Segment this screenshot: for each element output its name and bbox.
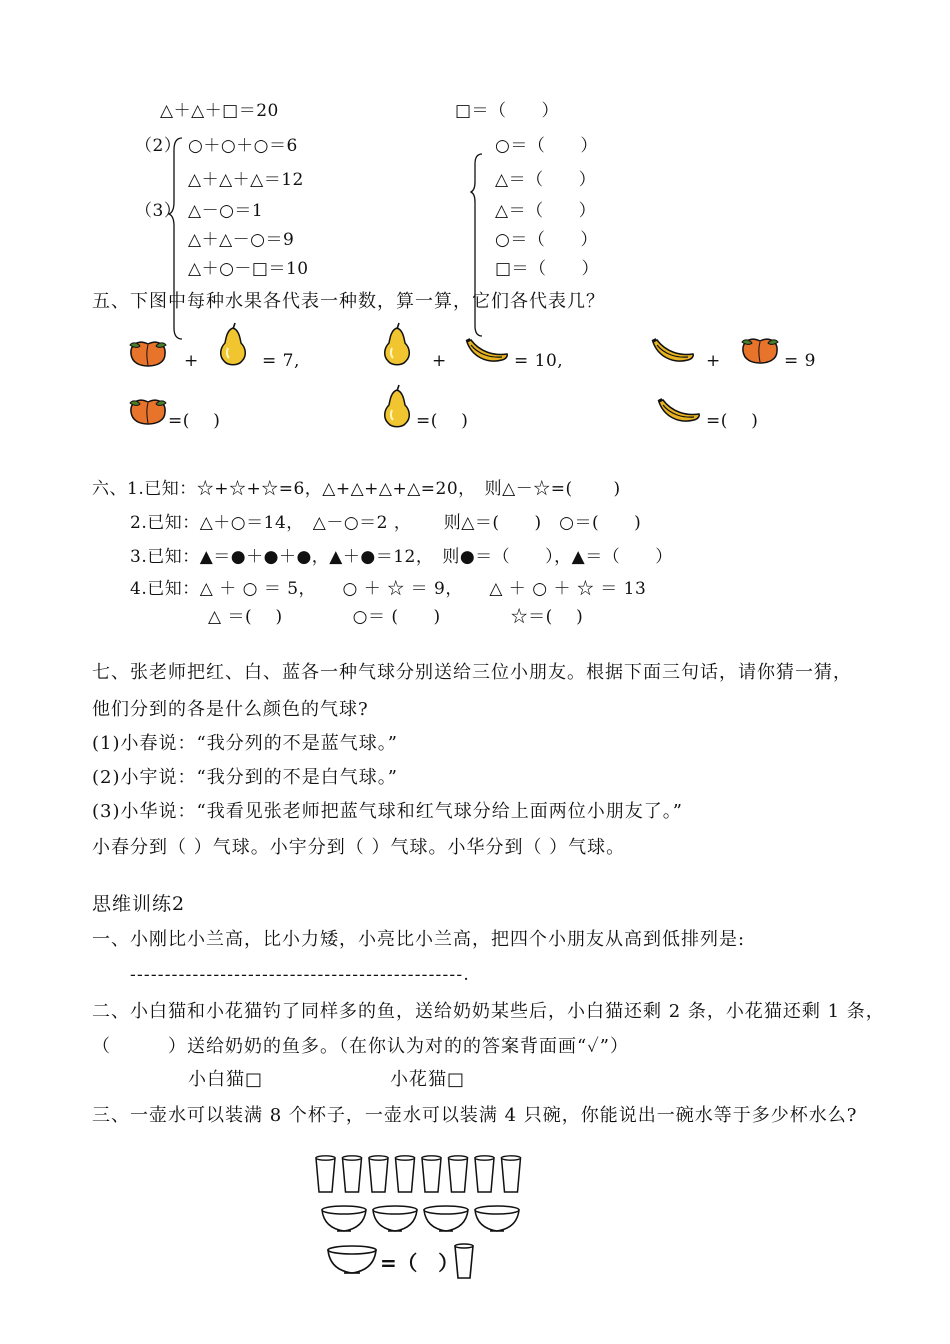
plus-sign: + [432,351,447,371]
training2-q3: 三、一壶水可以装满 8 个杯子，一壶水可以装满 4 只碗，你能说出一碗水等于多少杯水么? [92,1105,858,1126]
section7-line1: 七、张老师把红、白、蓝各一种气球分别送给三位小朋友。根据下面三句话，请你猜一猜， [92,662,852,683]
training2-q1-answer-line: ------------------------------------------------. [130,965,470,985]
part3-ans1: △＝（ ） [495,201,597,221]
peach-icon [128,394,168,426]
option-white-cat[interactable]: 小白猫□ [188,1069,264,1090]
part2-ans1: ○＝（ ） [495,136,598,156]
pear-answer: =( ) [416,411,469,431]
cup-icon [396,1156,415,1192]
banana-icon [650,336,696,366]
single-bowl-icon [328,1246,376,1273]
peach-answer: =( ) [168,411,221,431]
part3-ans3: □＝（ ） [495,259,600,279]
cup-icon [475,1156,494,1192]
banana-answer: =( ) [706,411,759,431]
part2-eq1: ○＋○＋○＝6 [188,136,298,156]
bowl-icon [475,1206,519,1231]
bowl-icon [424,1206,468,1231]
cups-row [316,1156,521,1192]
bowl-cup-equation: =（ ） [380,1251,459,1275]
bowl-icon [373,1206,417,1231]
fruit-eq1-result: = 7, [262,351,300,371]
fruit-eq2-result: = 10, [514,351,564,371]
plus-sign: + [184,351,199,371]
section6-line5: △ ＝( ) ○＝ ( ) ☆＝( ) [208,607,584,627]
cup-icon [449,1156,468,1192]
cup-icon [316,1156,335,1192]
part3-label: （3） [135,201,182,221]
section6-line4: 4.已知：△ ＋ ○ ＝ 5， ○ ＋ ☆ ＝ 9， △ ＋ ○ ＋ ☆ ＝ 13 [130,579,647,599]
plus-sign: + [706,351,721,371]
cup-icon [343,1156,362,1192]
section7-line5: (3)小华说：“我看见张老师把蓝气球和红气球分给上面两位小朋友了。” [92,801,683,822]
answer-a: □＝（ ） [455,101,560,121]
section5-title: 五、下图中每种水果各代表一种数，算一算，它们各代表几？ [92,291,605,312]
training2-q2-line1: 二、小白猫和小花猫钓了同样多的鱼，送给奶奶某些后，小白猫还剩 2 条，小花猫还剩 1 条， [92,1001,885,1022]
section6-line1: 六、1.已知：☆+☆+☆=6，△+△+△+△=20， 则△－☆=( ) [92,479,621,499]
training2-q1: 一、小刚比小兰高，比小力矮，小亮比小兰高，把四个小朋友从高到低排列是: [92,929,746,950]
cup-icon [369,1156,388,1192]
peach-icon [740,333,780,365]
bowls-row [322,1206,519,1231]
section7-line6: 小春分到（ ）气球。小宇分到（ ）气球。小华分到（ ）气球。 [92,837,626,858]
cup-icon [422,1156,441,1192]
part3-ans2: ○＝（ ） [495,230,598,250]
part2-label: （2） [135,136,182,156]
banana-icon [464,336,510,366]
pear-icon [380,384,414,430]
training2-heading: 思维训练2 [92,893,186,915]
pear-icon [380,322,414,368]
part3-eq2: △＋△－○＝9 [188,230,295,250]
banana-icon [656,396,702,426]
training2-q2-line2: （ ）送给奶奶的鱼多。（在你认为对的的答案背面画“✓”） [92,1036,630,1057]
section7-line4: (2)小宇说：“我分到的不是白气球。” [92,767,398,788]
option-spotted-cat[interactable]: 小花猫□ [390,1069,466,1090]
fruit-eq3-result: = 9 [784,351,816,371]
section7-line2: 他们分到的各是什么颜色的气球? [92,699,369,720]
part2-eq2: △＋△＋△＝12 [188,170,304,190]
part3-eq1: △－○＝1 [188,201,264,221]
cup-icon [502,1156,521,1192]
pear-icon [216,322,250,368]
equation-a: △＋△＋□＝20 [160,101,279,121]
peach-icon [128,336,168,368]
bowl-icon [322,1206,366,1231]
part2-ans2: △＝（ ） [495,170,597,190]
section6-line3: 3.已知：▲＝●＋●＋●，▲＋●＝12， 则●＝（ ），▲＝（ ） [130,547,673,567]
section7-line3: (1)小春说：“我分列的不是蓝气球。” [92,733,398,754]
section6-line2: 2.已知：△＋○＝14， △－○＝2 ， 则△＝( ) ○＝( ) [130,513,642,533]
part3-eq3: △＋○－□＝10 [188,259,309,279]
